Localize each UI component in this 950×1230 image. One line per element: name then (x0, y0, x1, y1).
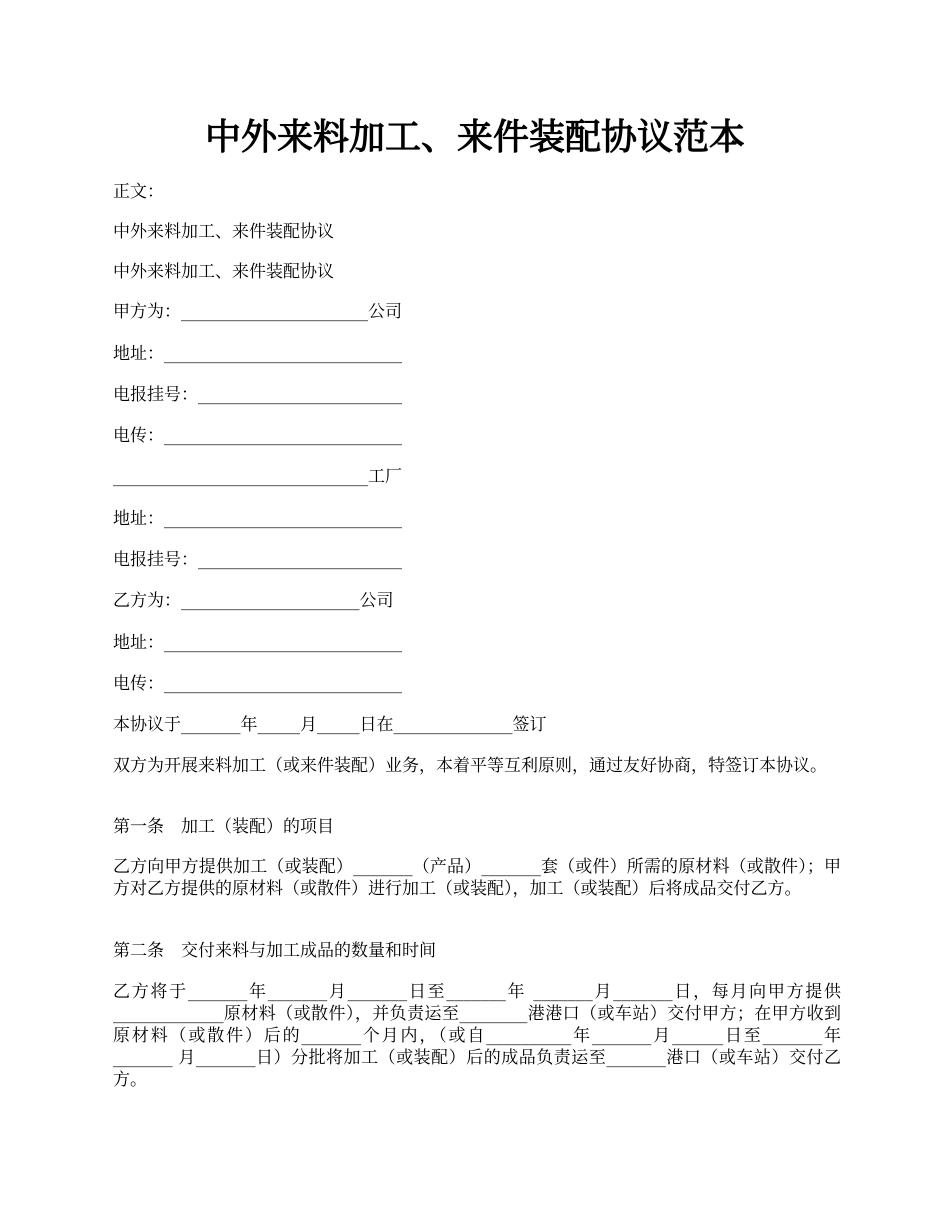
factory-address: 地址：____________________________ (113, 509, 402, 529)
agreement-subheading: 中外来料加工、来件装配协议 (113, 262, 334, 282)
article-2-body: 乙方将于_______年_______月_______日至_______年 _______月_______日，每月向甲方提供_____________原材料（或散件），并负责运至________港港口（或车站）交付甲方；在甲方收到原材料（或散件）后的_______个月内，（或自__________年_______月______日至_______年_______ 月_______日）分批将加工（或装配）后的成品负责运至_______港口（或车站）交付乙方。 (113, 982, 841, 1090)
factory-name: ______________________________工厂 (113, 467, 402, 487)
agreement-heading: 中外来料加工、来件装配协议 (113, 222, 334, 242)
party-a-name: 甲方为：______________________公司 (113, 302, 402, 322)
party-a-address: 地址：____________________________ (113, 344, 402, 364)
article-1-body: 乙方向甲方提供加工（或装配）_______（产品）_______套（或件）所需的原材料（或散件）；甲方对乙方提供的原材料（或散件）进行加工（或装配），加工（或装配）后将成品交付乙方。 (113, 857, 841, 899)
article-1-heading: 第一条 加工（装配）的项目 (113, 817, 334, 837)
party-b-name: 乙方为：_____________________公司 (113, 591, 394, 611)
factory-telegraph: 电报挂号：________________________ (113, 550, 402, 570)
party-a-telex: 电传：____________________________ (113, 426, 402, 446)
document-title: 中外来料加工、来件装配协议范本 (204, 116, 745, 158)
party-b-telex: 电传：____________________________ (113, 674, 402, 694)
signing-date-place: 本协议于_______年_____月_____日在______________签订 (113, 715, 547, 735)
preamble-paragraph: 双方为开展来料加工（或来件装配）业务，本着平等互利原则，通过友好协商，特签订本协议。 (113, 756, 827, 776)
party-b-address: 地址：____________________________ (113, 633, 402, 653)
article-2-heading: 第二条 交付来料与加工成品的数量和时间 (113, 941, 436, 961)
party-a-telegraph: 电报挂号：________________________ (113, 385, 402, 405)
body-label: 正文： (113, 182, 164, 202)
